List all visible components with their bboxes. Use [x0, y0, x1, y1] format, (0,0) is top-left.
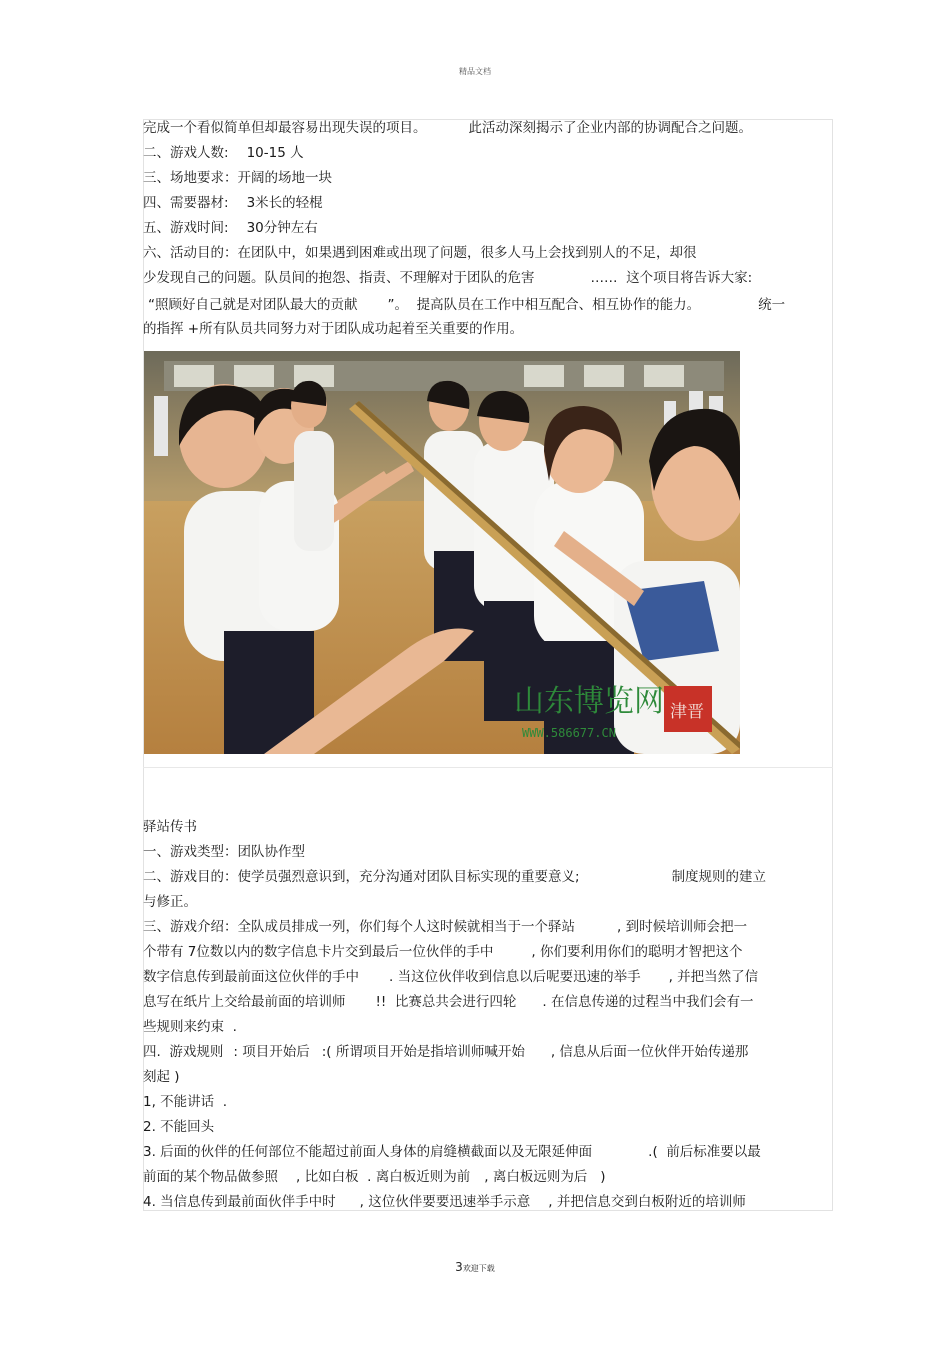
game-intro-line-3: 数字信息传到最前面这位伙伴的手中 . 当这位伙伴收到信息以后呢要迅速的举手 , 并把当然了信 [143, 969, 759, 985]
purpose-line-2: 少发现自己的问题。队员间的抱怨、指责、不理解对于团队的危害 …… 这个项目将告诉大家: [143, 270, 753, 286]
venue-line: 三、场地要求：开阔的场地一块 [143, 170, 332, 186]
team-photo [144, 351, 740, 754]
equipment-line: 四、需要器材: 3米长的轻棍 [143, 195, 323, 211]
header-note: 精品文档 [459, 67, 491, 76]
game-intro-line-4: 息写在纸片上交给最前面的培训师 !! 比赛总共会进行四轮 . 在信息传递的过程当中我们会有一 [143, 994, 754, 1010]
game-rules-line-1: 四. 游戏规则 : 项目开始后 :( 所谓项目开始是指培训师喊开始 , 信息从后面一位伙伴开始传递那 [143, 1044, 749, 1060]
intro-line: 完成一个看似简单但却最容易出现失误的项目。 此活动深刻揭示了企业内部的协调配合之问题。 [143, 120, 752, 136]
game-type-line: 一、游戏类型：团队协作型 [143, 844, 305, 860]
team-photo-illustration [144, 351, 740, 754]
purpose-line-1: 六、活动目的：在团队中，如果遇到困难或出现了问题，很多人马上会找到别人的不足，却很 [143, 245, 697, 261]
game-purpose-line-1: 二、游戏目的：使学员强烈意识到，充分沟通对团队目标实现的重要意义; 制度规则的建立 [143, 869, 767, 885]
rule-1: 1, 不能讲话 . [143, 1094, 228, 1110]
game-intro-line-1: 三、游戏介绍：全队成员排成一列，你们每个人这时候就相当于一个驿站 , 到时候培训师会把一 [143, 919, 748, 935]
seal-text: 津晋 [670, 702, 704, 722]
purpose-line-4: 的指挥 +所有队员共同努力对于团队成功起着至关重要的作用。 [143, 321, 524, 337]
players-line: 二、游戏人数: 10-15 人 [143, 145, 304, 161]
rule-2: 2. 不能回头 [143, 1119, 215, 1135]
rule-4-line-1: 4. 当信息传到最前面伙伴手中时 , 这位伙伴要要迅速举手示意 , 并把信息交到白板附近的培训师 [143, 1194, 746, 1210]
divider [143, 767, 833, 768]
footer-note: 欢迎下载 [462, 1264, 495, 1273]
purpose-line-3: “照顾好自己就是对团队最大的贡献 ”。 提高队员在工作中相互配合、相互协作的能力。 统一 [148, 297, 786, 313]
time-line: 五、游戏时间: 30分钟左右 [143, 220, 318, 236]
page-number: 3 [455, 1260, 463, 1274]
page-footer [0, 1260, 950, 1274]
rule-3-line-2: 前面的某个物品做参照 , 比如白板 . 离白板近则为前 , 离白板远则为后 ) [143, 1169, 606, 1185]
rule-3-line-1: 3. 后面的伙伴的任何部位不能超过前面人身体的肩缝横截面以及无限延伸面 .( 前后标准要以最 [143, 1144, 761, 1160]
game-intro-line-2: 个带有 7位数以内的数字信息卡片交到最后一位伙伴的手中 , 你们要利用你们的聪明才智把这个 [143, 944, 743, 960]
section2-title: 驿站传书 [143, 819, 197, 835]
game-purpose-line-2: 与修正。 [143, 894, 197, 910]
watermark-url: WWW.586677.CN [522, 726, 616, 740]
game-intro-line-5: 些规则来约束 . [143, 1019, 237, 1035]
watermark-text: 山东博览网 [514, 684, 664, 719]
game-rules-line-2: 刻起 ) [143, 1069, 180, 1085]
